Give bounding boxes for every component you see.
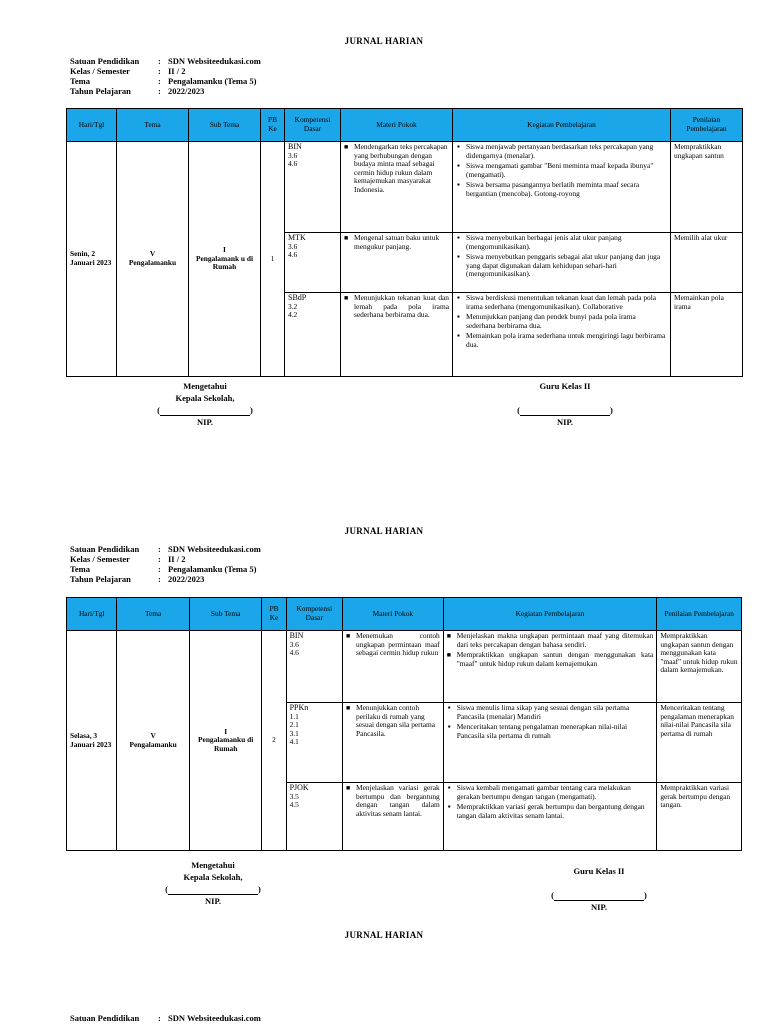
kd-code: 4.1 [289,737,299,747]
kd-code: 2.1 [289,720,299,730]
journal-2-meta: Satuan Pendidikan : SDN Websiteedukasi.com Kelas / Semester : II / 2 Tema : Pengalamanku (Tema 5) Tahun Pelajaran : 2022/2023 [70,544,261,584]
kd-code: 4.5 [289,800,299,810]
kd-cell [286,631,342,703]
signature-teacher [524,865,674,913]
header-hari: Hari/Tgl [67,109,117,142]
kd-cell [285,233,341,293]
kegiatan-item: ▪ Siswa kembali mengamati gambar tentang cara melakukan gerakan bertumpu dengan tangan (mengamati). [457,784,654,801]
tema-name: Pengalamanku [129,739,177,749]
kd-cell [286,783,342,851]
materi-item: ■ Menemukan contoh ungkapan permintaan maaf sebagai cermin hidup rukun [356,632,440,658]
meta-value: 2022/2023 [168,574,205,584]
kd-code: 3.1 [289,728,299,738]
header-kd: Kompetensi Dasar [286,598,342,631]
materi-cell [343,783,444,851]
materi-cell [343,703,444,783]
meta-key: Tema [70,76,90,86]
kegiatan-item: ■ Menjelaskan makna ungkapan permintaan maaf yang ditemukan dari teks percakapan dengan bahasa sendiri. [457,632,654,649]
kegiatan-item: ▪ Memainkan pola irama sederhana untuk mengiringi lagu berbirama dua. [466,332,667,349]
table-header-row [67,598,742,631]
journal-1-table [66,108,743,377]
penilaian-cell: Mempraktikkan ungkapan santun [671,142,743,233]
subtema-name: Pengalamanku di Rumah [198,735,254,753]
kd-subject: BIN [289,631,304,640]
meta-value: 2022/2023 [168,86,205,96]
header-kegiatan: Kegiatan Pembelajaran [453,109,671,142]
materi-item: ■ Menjelaskan variasi gerak bertumpu dan bergantung dengan tangan dalam aktivitas senam lantai. [356,784,440,818]
materi-cell [341,142,453,233]
kd-subject: PPKn [289,703,309,712]
materi-cell [343,631,444,703]
subtema-cell [189,631,262,851]
journal-1-title: JURNAL HARIAN [344,36,424,46]
kd-subject: SBdP [288,293,307,302]
kegiatan-cell [453,233,671,293]
subtema-name: Pengalamank u di Rumah [195,253,254,272]
kegiatan-item: ▪ Siswa menulis lima sikap yang sesuai dengan sila pertama Pancasila (menalar) Mandiri [457,704,654,721]
table-header-row [67,109,743,142]
kd-code: 3.6 [288,241,298,251]
sign-label: Kepala Sekolah, [183,872,243,882]
meta-value: SDN Websiteedukasi.com [168,56,261,66]
tema-cell [117,142,189,377]
kd-code: 3.2 [288,301,298,311]
header-tema: Tema [117,598,190,631]
kd-cell [285,293,341,377]
materi-item: ■ Menunjukkan contoh perilaku di rumah yang sesuai dengan sila pertama Pancasila. [356,704,440,738]
meta-key: Tahun Pelajaran [70,574,131,584]
journal-3-title: JURNAL HARIAN [344,930,424,940]
header-materi: Materi Pokok [343,598,444,631]
header-tema: Tema [117,109,189,142]
kegiatan-item: ▪ Siswa menjawab pertanyaan berdasarkan teks percakapan yang didengarnya (menalar). [466,143,667,160]
kegiatan-item: ▪ Menceritakan tentang pengalaman menerapkan nilai-nilai Pancasila sila pertama di rumah [457,723,654,740]
sign-name-line: ( ) [551,890,647,900]
tema-number: V [149,249,156,259]
kd-cell [285,142,341,233]
signature-headmaster [138,859,288,907]
meta-key: Kelas / Semester [70,554,130,564]
kd-code: 4.6 [288,250,298,260]
header-hari: Hari/Tgl [67,598,117,631]
kd-subject: MTK [288,233,306,242]
meta-key: Satuan Pendidikan [70,56,140,66]
header-pb: PB Ke [261,109,285,142]
kegiatan-cell [443,703,657,783]
subtema-number: I [223,245,226,255]
sign-label: Guru Kelas II [539,381,591,391]
tema-number: V [150,730,156,740]
meta-value: II / 2 [168,66,186,76]
pb-cell: 2 [262,631,286,851]
header-kegiatan: Kegiatan Pembelajaran [443,598,657,631]
meta-value: SDN Websiteedukasi.com [168,544,261,554]
journal-2-table [66,597,742,851]
journal-3-meta: Satuan Pendidikan : SDN Websiteedukasi.com [70,1013,261,1023]
header-kd: Kompetensi Dasar [285,109,341,142]
header-pb: PB Ke [262,598,286,631]
penilaian-cell: Mempraktikkan variasi gerak bertumpu dengan tangan. [657,783,742,851]
kd-code: 3.5 [289,791,299,801]
kd-code: 4.6 [289,648,299,658]
kegiatan-cell [443,783,657,851]
meta-key: Satuan Pendidikan [70,1013,140,1023]
penilaian-cell: Mempraktikkan ungkapan santun dengan menggunakan kata "maaf" untuk hidup rukun dalam kemajemukan. [657,631,742,703]
materi-cell [341,233,453,293]
kegiatan-cell [453,142,671,233]
kd-cell [286,703,342,783]
header-penilaian: Penilaian Pembelajaran [671,109,743,142]
table-row [67,631,742,703]
kegiatan-item: ▪ Siswa berdiskusi menentukan tekanan kuat dan lemah pada pola irama sederhana (mengomunikasikan). Collaborative [466,294,667,311]
sign-label: Kepala Sekolah, [175,393,235,403]
header-materi: Materi Pokok [341,109,453,142]
materi-cell [341,293,453,377]
sign-nip: NIP. [197,417,213,427]
kegiatan-item: ▪ Siswa bersama pasangannya berlatih meminta maaf secara bergantian (mencoba). Gotong-royong [466,181,667,198]
sign-nip: NIP. [205,896,221,906]
subtema-number: I [224,726,228,736]
kd-subject: BIN [288,142,302,151]
subtema-cell [189,142,261,377]
kegiatan-item: ▪ Mempraktikkan variasi gerak bertumpu dan bergantung dengan tangan dalam aktivitas senam lantai. [457,803,654,820]
meta-value: II / 2 [168,554,186,564]
meta-value: SDN Websiteedukasi.com [168,1013,261,1023]
sign-nip: NIP. [557,417,573,427]
header-penilaian: Penilaian Pembelajaran [657,598,742,631]
kegiatan-cell [453,293,671,377]
kd-code: 4.6 [288,159,298,169]
journal-2-title: JURNAL HARIAN [344,526,424,536]
kegiatan-cell [443,631,657,703]
penilaian-cell: Memilih alat ukur [671,233,743,293]
signature-headmaster [130,380,280,428]
penilaian-cell: Menceritakan tentang pengalaman menerapkan nilai-nilai Pancasila sila pertama di rumah [657,703,742,783]
meta-key: Tema [70,564,90,574]
sign-label: Mengetahui [183,381,227,391]
kegiatan-item: ■ Mempraktikkan ungkapan santun dengan menggunakan kata "maaf" untuk hidup rukun dalam kemajemukan [457,651,654,668]
kd-code: 4.2 [288,310,298,320]
meta-key: Satuan Pendidikan [70,544,140,554]
kegiatan-item: ▪ Siswa mengamati gambar "Beni meminta maaf kepada ibunya" (mengamati). [466,162,667,179]
meta-value: Pengalamanku (Tema 5) [168,564,257,574]
kegiatan-item: ▪ Menunjukkan panjang dan pendek bunyi pada pola irama sederhana berbirama dua. [466,313,667,330]
kd-code: 3.6 [288,150,298,160]
kd-code: 1.1 [289,711,299,721]
sign-label: Mengetahui [191,860,235,870]
penilaian-cell: Memainkan pola irama [671,293,743,377]
sign-name-line: ( ) [157,405,253,415]
kd-subject: PJOK [289,783,309,792]
hari-cell: Selasa, 3 Januari 2023 [67,631,117,851]
meta-value: Pengalamanku (Tema 5) [168,76,257,86]
sign-name-line: ( ) [517,405,613,415]
meta-key: Tahun Pelajaran [70,86,131,96]
table-row [67,142,743,233]
materi-item: ■ Mendengarkan teks percakapan yang berhubungan dengan budaya minta maaf sebagai cermin hidup rukun dalam kemajemukan masyarakat Indonesia. [354,143,449,195]
meta-key: Kelas / Semester [70,66,130,76]
sign-nip: NIP. [591,902,607,912]
sign-name-line: ( ) [165,884,261,894]
sign-label: Guru Kelas II [573,866,625,876]
journal-1-meta: Satuan Pendidikan : SDN Websiteedukasi.com Kelas / Semester : II / 2 Tema : Pengalamanku (Tema 5) Tahun Pelajaran : 2022/2023 [70,56,261,96]
pb-cell: 1 [261,142,285,377]
kegiatan-item: ▪ Siswa menyebutkan berbagai jenis alat ukur panjang (mengomunikasikan). [466,234,667,251]
header-subtema: Sub Tema [189,598,262,631]
materi-item: ■ Mengenal satuan baku untuk mengukur panjang. [354,234,449,251]
tema-name: Pengalamanku [128,258,177,267]
tema-cell [117,631,190,851]
materi-item: ■ Menunjukkan tekanan kuat dan lemah pada pola irama sederhana berbirama dua. [354,294,449,320]
hari-cell: Senin, 2 Januari 2023 [67,142,117,377]
signature-teacher [490,380,640,428]
kd-code: 3.6 [289,639,299,649]
kegiatan-item: ▪ Siswa menyebutkan penggaris sebagai alat ukur panjang dan juga yang dapat digunakan dalam kehidupan sehari-hari (mengomunikasikan). [466,253,667,279]
header-subtema: Sub Tema [189,109,261,142]
